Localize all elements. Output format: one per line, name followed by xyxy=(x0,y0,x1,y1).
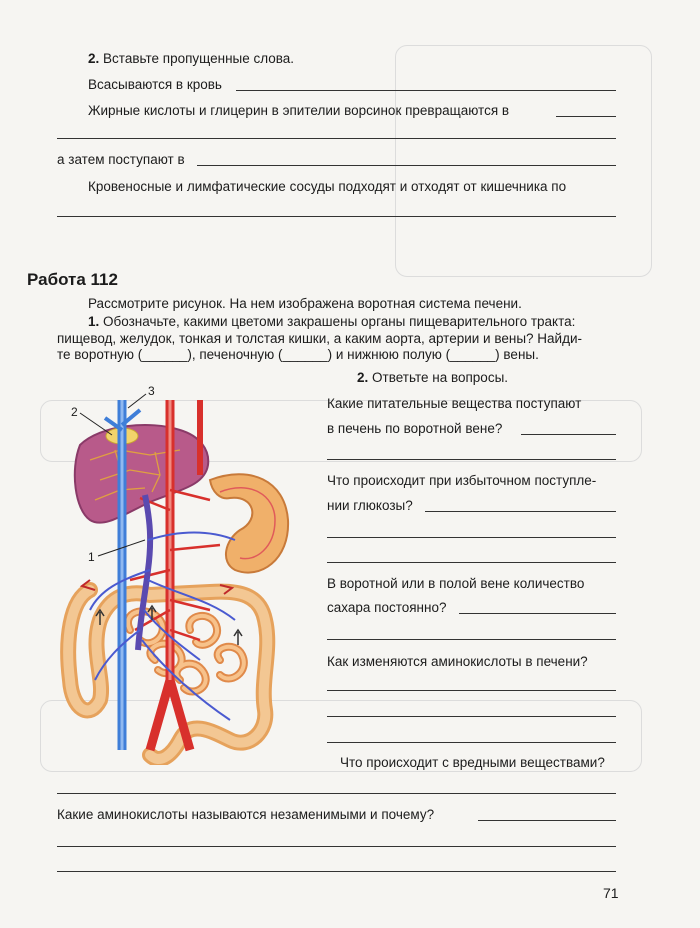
question-c-line1: В воротной или в полой вене количество xyxy=(327,576,585,591)
task2b-num: 2. xyxy=(357,370,369,385)
question-d: Как изменяются аминокислоты в печени? xyxy=(327,654,588,669)
task1-line-1 xyxy=(88,314,575,330)
answer-line[interactable] xyxy=(459,613,616,614)
answer-line[interactable] xyxy=(327,459,616,460)
question-b-line1: Что происходит при избыточном поступле- xyxy=(327,473,597,488)
portal-system-figure xyxy=(60,380,300,765)
portal-system-illustration xyxy=(60,380,300,765)
answer-line[interactable] xyxy=(57,216,616,217)
answer-line[interactable] xyxy=(478,820,616,821)
question-a-line1: Какие питательные вещества поступают xyxy=(327,396,582,411)
label-leader-2 xyxy=(80,413,112,435)
fill-question-3: а затем поступают в xyxy=(57,152,185,167)
answer-line[interactable] xyxy=(327,716,616,717)
answer-line[interactable] xyxy=(327,639,616,640)
answer-line[interactable] xyxy=(327,742,616,743)
answer-line[interactable] xyxy=(556,116,616,117)
answer-line[interactable] xyxy=(521,434,616,435)
question-e: Что происходит с вредными веществами? xyxy=(340,755,605,770)
page-number: 71 xyxy=(603,885,619,901)
task1-line-2: пищевод, желудок, тонкая и толстая кишки, а каким аорта, артерии и вены? Найди- xyxy=(57,331,583,346)
question-b-line2: нии глюкозы? xyxy=(327,498,413,513)
fill-question-1: Всасываются в кровь xyxy=(88,77,222,92)
answer-line[interactable] xyxy=(425,511,616,512)
question-a-line2: в печень по воротной вене? xyxy=(327,421,503,436)
task1-line-3: те воротную (______), печеночную (______) и нижнюю полую (______) вены. xyxy=(57,347,539,362)
question-c-line2: сахара постоянно? xyxy=(327,600,447,615)
question-f: Какие аминокислоты называются незаменимыми и почему? xyxy=(57,807,435,822)
figure-label-2: 2 xyxy=(71,405,78,419)
fill-question-4: Кровеносные и лимфатические сосуды подходят и отходят от кишечника по xyxy=(88,179,567,194)
answer-line[interactable] xyxy=(327,690,616,691)
answer-line[interactable] xyxy=(327,562,616,563)
flow-arrow xyxy=(234,630,242,645)
answer-line[interactable] xyxy=(327,537,616,538)
answer-line[interactable] xyxy=(236,90,616,91)
answer-line[interactable] xyxy=(197,165,616,166)
bleed-through-box xyxy=(395,45,652,277)
figure-label-3: 3 xyxy=(148,384,155,398)
task1-num: 1. xyxy=(88,314,100,329)
task2-heading-text: Вставьте пропущенные слова. xyxy=(103,51,295,66)
answer-line[interactable] xyxy=(57,138,616,139)
fill-question-2: Жирные кислоты и глицерин в эпителии ворсинок превращаются в xyxy=(88,103,510,118)
task2b-text: Ответьте на вопросы. xyxy=(372,370,509,385)
answer-line[interactable] xyxy=(57,871,616,872)
liver xyxy=(75,425,208,523)
label-leader-3 xyxy=(128,394,146,408)
work-title: Работа 112 xyxy=(27,270,118,289)
answer-line[interactable] xyxy=(57,793,616,794)
work-intro: Рассмотрите рисунок. На нем изображена воротная система печени. xyxy=(88,296,522,311)
answer-line[interactable] xyxy=(57,846,616,847)
figure-label-1: 1 xyxy=(88,550,95,564)
task2-answer-heading xyxy=(357,370,508,386)
task2-heading xyxy=(88,51,294,67)
task2-heading-num: 2. xyxy=(88,51,100,66)
task1-text-1: Обозначьте, какими цветоми закрашены органы пищеварительного тракта: xyxy=(103,314,576,329)
